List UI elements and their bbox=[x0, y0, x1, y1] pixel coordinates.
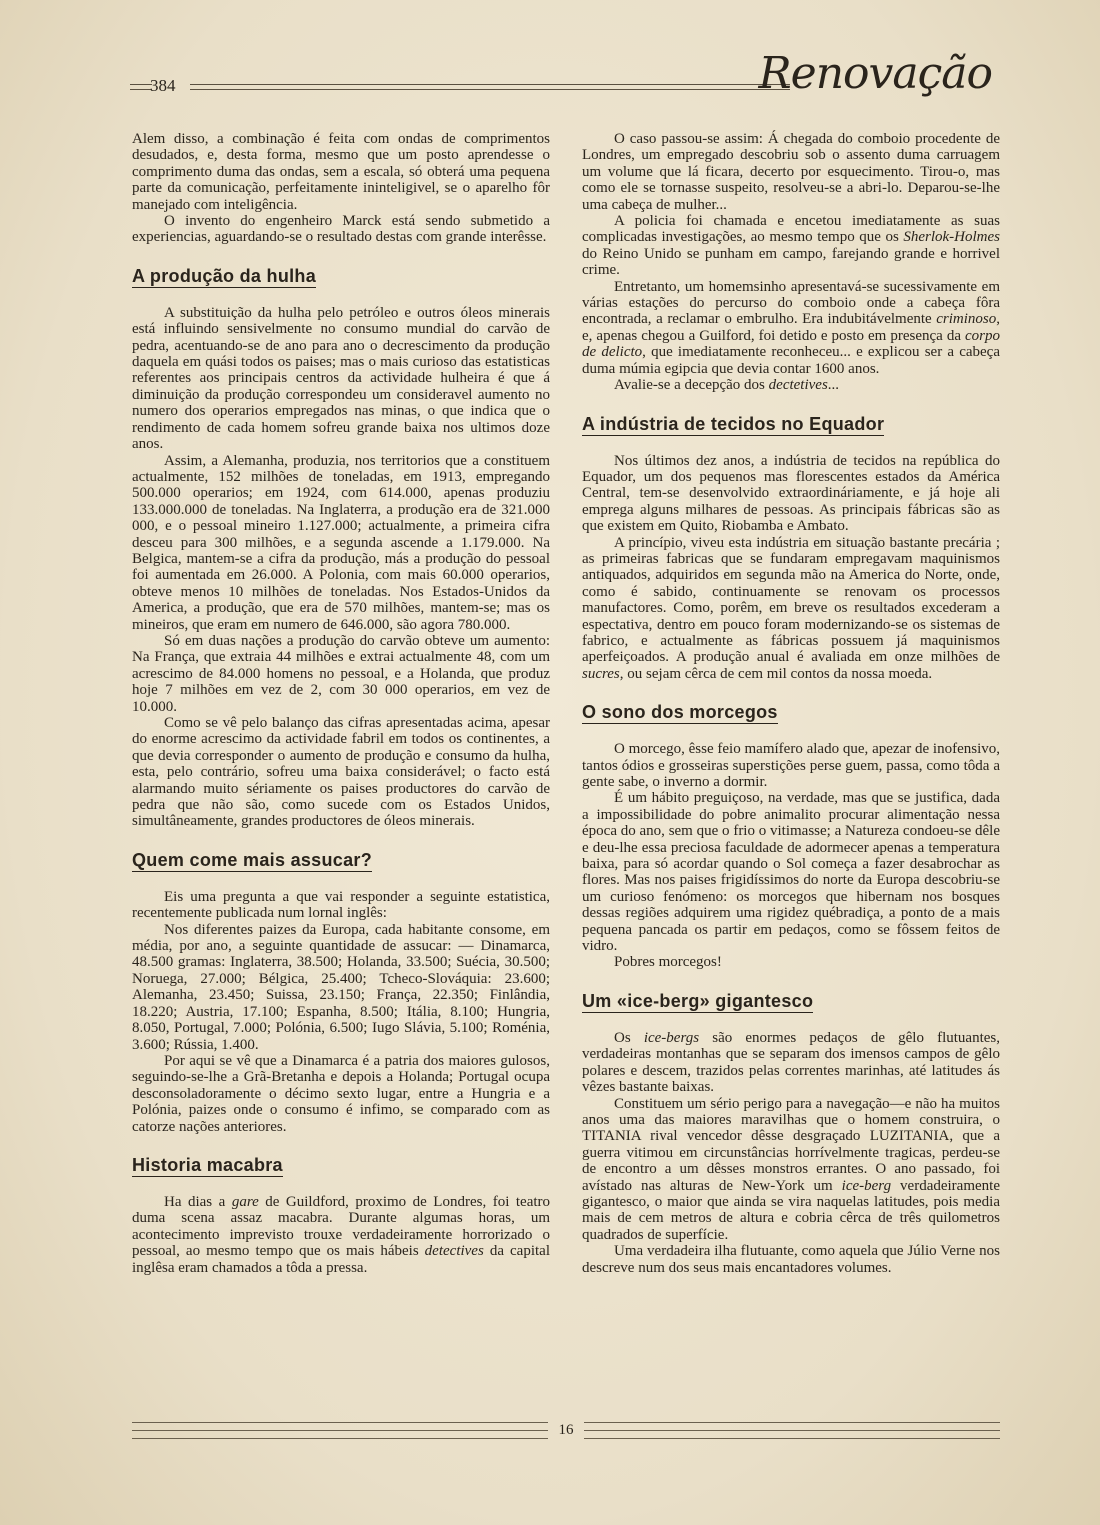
text-run: Constituem um sério perigo para a navegação—e não ha muitos anos uma das maiores maravilhas que o homem construira, o TITANIA rival vencedor dêsse desgraçado LUZITANIA, que a guerra vitimou em circunstâncias horrívelmente tragicas, perdeu-se de encontro a um dêsses monstros errantes. O ano passado, foi avístado nas alturas de New-York um bbox=[582, 1095, 1000, 1194]
footer-page-number: 16 bbox=[558, 1422, 574, 1438]
italic-term: corpo de delicto bbox=[582, 327, 1000, 361]
tecidos-paragraph bbox=[582, 535, 1000, 683]
morcegos-paragraph: É um hábito preguiçoso, na verdade, mas que se justifica, dada a impossibilidade do pobre animalito procurar alimentação nessa época do ano, sem que o frio o vitimasse; a Natureza condoeu-se dêle e deu-lhe essa preciosa faculdade de adormecer apenas a temperatura baixa, para só acordar quando o Sol começa a fazer desabrochar as flores. Mas nos paises frigidíssimos do norte da Europa descobriu-se um curioso fenómeno: os morcegos que hibernam nos bosques dessas regiões adquirem uma rigidez québradiça, a ponto de a mais pequena pancada os partir em pedaços, como se fôssem feitos de vidro. bbox=[582, 790, 1000, 955]
footer-rule bbox=[132, 1438, 548, 1439]
text-run: A princípio, viveu esta indústria em situação bastante precária ; as primeiras fabricas que se fundaram empregavam maquinismos antiquados, adquiridos em segunda mão na America do Norte, onde, como é sabido, continuamente se renovam os processos manufactores. Como, porêm, em breve os resultados excederam a espectativa, dentro em pouco foram modernizando-se os sistemas de fabrico, e actualmente as fábricas possuem já maquinismos aperfeiçoados. A produção anual é avaliada em onze milhões de bbox=[582, 534, 1000, 666]
section-title-iceberg: Um «ice-berg» gigantesco bbox=[582, 990, 814, 1011]
tecidos-paragraph: Nos últimos dez anos, a indústria de tecidos na república do Equador, um dos pequenos mas florescentes estados da América Central, tem-se desenvolvido extraordináriamente, e já hoje ali emprega alguns milhares de pessoas. As principais fábricas são as que existem em Quito, Riobamba e Ambato. bbox=[582, 452, 1000, 535]
text-run: Avalie-se a decepção dos bbox=[614, 377, 769, 394]
footer-rule bbox=[584, 1422, 1000, 1423]
italic-term: ice-berg bbox=[841, 1177, 892, 1194]
page-footer bbox=[132, 1420, 1000, 1450]
text-run: verdadeiramente gigantesco, o maior que ainda se vira naquelas latitudes, pois media mais de cem metros de altura e cobria cêrca de três quilometros quadrados de superfície. bbox=[582, 1177, 1000, 1243]
section-title-morcegos: O sono dos morcegos bbox=[582, 702, 778, 723]
iceberg-paragraph bbox=[582, 1096, 1000, 1244]
text-run: Ha dias a bbox=[164, 1193, 232, 1210]
assucar-paragraph: Eis uma pregunta a que vai responder a seguinte estatistica, recentemente publicada num lornal inglês: bbox=[132, 888, 550, 922]
header-rule-main bbox=[190, 84, 790, 85]
italic-term: sucres bbox=[582, 665, 620, 682]
footer-rule bbox=[584, 1438, 1000, 1439]
text-run: ... bbox=[827, 377, 840, 394]
italic-term: gare bbox=[231, 1193, 259, 1210]
italic-term: Sherlok-Holmes bbox=[903, 229, 1000, 246]
macabra-paragraph bbox=[582, 377, 1000, 393]
italic-term: criminoso bbox=[936, 311, 997, 328]
hulha-paragraph: Só em duas nações a produção do carvão obteve um aumento: Na França, que extraia 44 milhões e extrai actualmente 48, com um acrescimo de 84.000 homens no pessoal, e a Holanda, que produz hoje 7 milhões em vez de 2, com 30 000 operarios, em vez de 10.000. bbox=[132, 632, 550, 715]
assucar-paragraph: Nos diferentes paizes da Europa, cada habitante consome, em média, por ano, a seguinte quantidade de assucar: — Dinamarca, 48.500 gramas: Inglaterra, 38.500; Holanda, 33.500; Suécia, 30.500; Noruega, 27.000; Bélgica, 25.400; Tcheco-Slováquia: 23.600; Alemanha, 23.450; Suissa, 23.150; França, 22.350; Finlândia, 18.220; Austria, 17.100; Espanha, 8.500; Itália, 8.100; Hungria, 8.050, Portugal, 7.000; Polónia, 6.500; Iugo Slávia, 5.100; Roménia, 3.600; Rússia, 1.400. bbox=[132, 921, 550, 1053]
text-run: , que imediatamente reconheceu... e explicou ser a cabeça duma múmia egipcia que devia contar 1600 anos. bbox=[582, 344, 1000, 377]
header-rule-main-2 bbox=[190, 89, 790, 90]
macabra-paragraph bbox=[132, 1194, 550, 1276]
text-run: são enormes pedaços de gêlo flutuantes, verdadeiras montanhas que se separam dos imensos campos de gêlo polares e descem, trazidos pelas correntes marinhas, até latitudes ás vêzes bastante baixas. bbox=[582, 1029, 1000, 1096]
italic-term: dectetives bbox=[768, 377, 828, 394]
text-run: do Reino Unido se punham em campo, farejando grande e horrivel crime. bbox=[582, 245, 1000, 279]
macabra-paragraph: O caso passou-se assim: Á chegada do comboio procedente de Londres, um empregado descobriu sob o assento duma carruagem um volume que lá ficara, decerto por esquecimento. Tirou-o, mas como ele se tornasse suspeito, resolveu-se a abri-lo. Deparou-se-lhe uma cabeça de mulher... bbox=[582, 131, 1000, 213]
section-title-assucar: Quem come mais assucar? bbox=[132, 849, 373, 870]
section-title-hulha: A produção da hulha bbox=[132, 265, 317, 286]
text-run: de Guildford, proximo de Londres, foi teatro duma scena assaz macabra. Durante algumas horas, um acontecimento imprevisto trouxe verdadeiramente horrorizado o pessoal, ao mesmo tempo que os mais hábeis bbox=[132, 1193, 551, 1260]
hulha-paragraph: A substituição da hulha pelo petróleo e outros óleos minerais está influindo sensivelmente no consumo mundial do carvão de pedra, acentuando-se de ano para ano o decrescimento da produção daquela em quási todos os paises; mas o mais curioso das estatisticas referentes aos principais centros da actividade hulheira é que á diminuição da produção correspondeu um consideravel aumento no numero dos operarios empregados nas minas, o que indica que o rendimento de cada homem sofreu grande baixa nos ultimos doze anos. bbox=[132, 304, 550, 453]
hulha-paragraph: Assim, a Alemanha, produzia, nos territorios que a constituem actualmente, 152 milhões de toneladas, em 1913, empregando 500.000 operarios; em 1924, com 614.000, apenas produziu 133.000.000 de toneladas. Na Inglaterra, a produção era de 321.000 000, e o pessoal mineiro 1.127.000; actualmente, a primeira cifra desceu para 300 milhões, e a segunda ascende a 1.179.000. Na Belgica, mantem-se a cifra da produção, más a produção do pessoal foi aumentada em 26.000. A Polonia, com mais 60.000 operarios, obteve menos 10 milhões de toneladas. Nos Estados-Unidos da America, a produção, que era de 570 milhões, mantem-se; mas os mineiros, que eram em numero de 646.000, são agora 780.000. bbox=[132, 452, 550, 633]
morcegos-paragraph: O morcego, êsse feio mamífero alado que, apezar de inofensivo, tantos ódios e grosseiras superstições perse guem, passa, como tôda a gente sabe, o inverno a dormir. bbox=[582, 741, 1000, 790]
right-column bbox=[582, 131, 1000, 1276]
footer-rule bbox=[584, 1430, 1000, 1431]
iceberg-paragraph bbox=[582, 1030, 1000, 1096]
intro-paragraph: O invento do engenheiro Marck está sendo submetido a experiencias, aguardando-se o resultado destas com grande interêsse. bbox=[132, 213, 550, 246]
section-title-tecidos: A indústria de tecidos no Equador bbox=[582, 413, 885, 434]
hulha-paragraph: Como se vê pelo balanço das cifras apresentadas acima, apesar do enorme acrescimo da actividade fabril em todos os continentes, a que devia corresponder o aumento de produção e consumo da hulha, esta, pelo contrário, sofreu uma baixa considerável; o facto está alarmando muito sériamente os paises productores do carvão de pedra que não são, como sucede com os Estados Unidos, simultâneamente, grandes productores de óleos minerais. bbox=[132, 715, 550, 830]
iceberg-paragraph: Uma verdadeira ilha flutuante, como aquela que Júlio Verne nos descreve num dos seus mais encantadores volumes. bbox=[582, 1243, 1000, 1276]
text-run: Entretanto, um homemsinho apresentavá-se sucessivamente em várias estações do percurso do comboio onde a cabeça fôra encontrada, a reclamar o embrulho. Era indubitávelmente bbox=[582, 278, 1000, 328]
macabra-paragraph bbox=[582, 279, 1000, 377]
morcegos-paragraph: Pobres morcegos! bbox=[614, 954, 722, 971]
text-run: A policia foi chamada e encetou imediatamente as suas complicadas investigações, ao mesmo tempo que os bbox=[582, 213, 1000, 246]
header-page-number: 384 bbox=[150, 76, 176, 95]
italic-term: ice-bergs bbox=[643, 1029, 700, 1046]
left-column bbox=[132, 131, 550, 1276]
text-run: , e, apenas chegou a Guilford, foi detido e posto em presença da bbox=[582, 311, 1000, 344]
assucar-paragraph: Por aqui se vê que a Dinamarca é a patria dos maiores gulosos, seguindo-se-lhe a Grã-Bretanha e depois a Holanda; Portugal ocupa desconsoladoramente o décimo sexto lugar, entre a Hungria e a Polónia, paizes onde o consumo é infimo, se comparado com as catorze nações anteriores. bbox=[132, 1052, 550, 1135]
intro-paragraph: Alem disso, a combinação é feita com ondas de comprimentos desudados, e, desta forma, mesmo que um posto aprendesse o comprimento duma das ondas, sem a escala, só obterá uma pequena parte da comunicação, perfeitamente ininteligivel, se o aparelho fôr manejado com inteligência. bbox=[132, 131, 550, 213]
section-title-macabra: Historia macabra bbox=[132, 1154, 283, 1175]
macabra-paragraph bbox=[582, 213, 1000, 279]
page-header bbox=[130, 48, 998, 108]
magazine-logo: Renovação bbox=[758, 48, 992, 99]
text-run: da capital inglêsa eram chamados a tôda a pressa. bbox=[132, 1243, 550, 1276]
footer-rule bbox=[132, 1422, 548, 1423]
text-run: Os bbox=[614, 1029, 644, 1046]
footer-rule bbox=[132, 1430, 548, 1431]
text-run: , ou sejam cêrca de cem mil contos da nossa moeda. bbox=[619, 665, 933, 682]
italic-term: detectives bbox=[424, 1243, 484, 1260]
